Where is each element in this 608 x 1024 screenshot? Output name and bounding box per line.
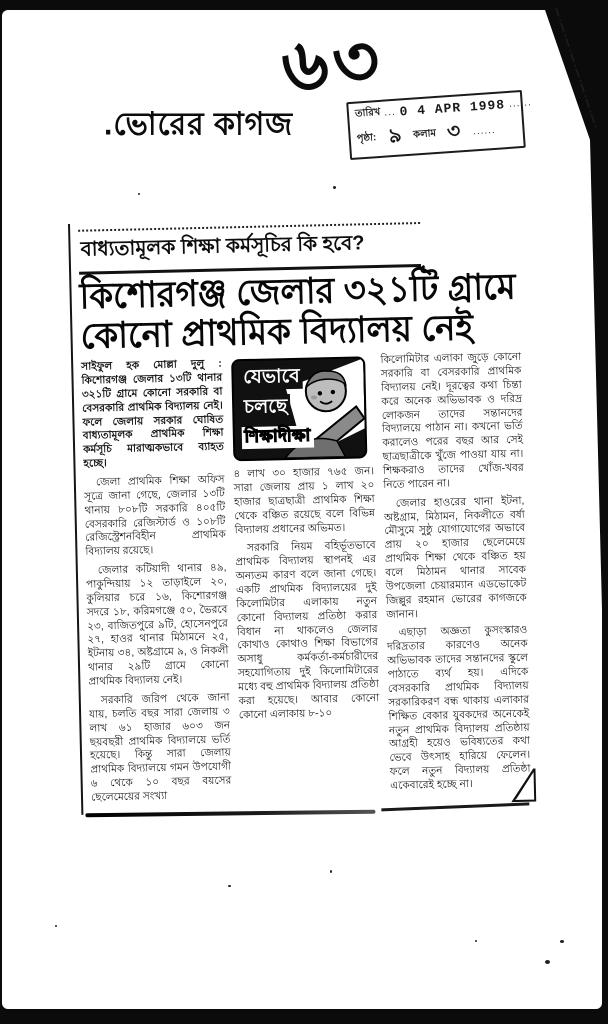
scan-speckle	[333, 186, 336, 189]
stamp-page-label: পৃষ্ঠা:	[356, 132, 377, 145]
article-paragraph: সাইফুল হক মোল্লা দুলু : কিশোরগঞ্জ জেলার ১৩টি থানার ৩২১টি গ্রামে কোনো সরকারি বা বেসরকারি প্রাথমিক বিদ্যালয় নেই। ফলে জেলায় সরকার ঘোষিত বাধ্যতামূলক প্রাথমিক শিক্ষা কর্মসূচি মারাত্মকভাবে ব্যাহত হচ্ছে।	[81, 357, 224, 470]
article-column-1	[81, 358, 232, 811]
handwritten-page-number: ৬৩	[279, 20, 386, 108]
stamp-dots: ...	[384, 106, 397, 119]
stamp-dots: ......	[472, 124, 497, 138]
scan-speckle	[138, 193, 140, 195]
student-face-icon	[305, 371, 346, 412]
kicker-box	[78, 222, 421, 275]
main-headline	[79, 267, 521, 357]
inset-graphic-box	[231, 356, 367, 461]
article-paragraph: এছাড়া অজ্ঞতা কুসংস্কারও দরিদ্রতার কারণেও অনেক অভিভাবক তাদের সন্তানদের স্কুলে পাঠাতে ব্যর্থ হয়। এদিকে বেসরকারি প্রাথমিক বিদ্যালয় সরকারিকরণ বন্ধ থাকায় এলাকার শিক্ষিত বেকার যুবকদের অনেকেই নতুন প্রাথমিক বিদ্যালয় প্রতিষ্ঠায় আগ্রহী হয়েও ভবিষ্যতের কথা ভেবে উৎসাহ হারিয়ে ফেলেন। ফলে নতুন বিদ্যালয় প্রতিষ্ঠা একেবারেই হচ্ছে না।	[386, 624, 531, 792]
stamp-date-value: 0 4 APR 1998	[399, 97, 506, 120]
article-body	[81, 351, 531, 811]
scan-speckle	[228, 885, 231, 887]
article-paragraph: ৪ লাখ ৩০ হাজার ৭৬৫ জন। সারা জেলায় প্রায় ১ লাখ ২০ হাজার ছাত্রছাত্রী প্রাথমিক শিক্ষা থেকে বঞ্চিত রয়েছে বলে বিভিন্ন বিদ্যালয় প্রধানের অভিমত।	[233, 465, 376, 536]
scan-speckle	[560, 940, 564, 943]
stamp-dots: ... ..	[508, 97, 533, 110]
inset-word-2: চলছে	[241, 394, 291, 420]
article-paragraph: কিলোমিটার এলাকা জুড়ে কোনো সরকারি বা বেসরকারি প্রাথমিক বিদ্যালয় নেই। দূরত্বের কথা চিন্তা করে অনেক অভিভাবক ও দরিদ্র লোকজন তাদের সন্তানদের বিদ্যালয়ে পাঠান না। কখনো ভর্তি করালেও পরের বছর আর সেই ছাত্রছাত্রীকে খুঁজে পাওয়া যায় না। শিক্ষকরাও তাদের খোঁজ-খবর নিতে পারেন না।	[380, 350, 524, 491]
kicker-headline: বাধ্যতামূলক শিক্ষা কর্মসূচির কি হবে?	[80, 232, 365, 261]
article-column-3	[380, 351, 531, 804]
stamp-date-label: তারিখ	[354, 106, 381, 120]
inset-word-1: যেভাবে	[240, 364, 303, 390]
scan-speckle	[55, 925, 57, 927]
scan-speckle	[545, 960, 550, 964]
newspaper-masthead: .ভোরের কাগজ	[104, 107, 294, 142]
stamp-column-value-handwritten: ৩	[445, 119, 463, 144]
headline-line-1: কিশোরগঞ্জ জেলার ৩২১টি গ্রামে	[79, 266, 517, 317]
article-column-2	[231, 354, 382, 807]
article-paragraph: জেলা প্রাথমিক শিক্ষা অফিস সূত্রে জানা গেছে, জেলার ১৩টি থানায় ৮০৮টি সরকারি ৪০৫টি বেসরকারি রেজিস্টার্ড ও ১০৮টি রেজিস্ট্রেশনবিহীন প্রাথমিক বিদ্যালয় রয়েছে।	[84, 473, 226, 559]
scan-speckle	[475, 940, 477, 942]
inset-word-3: শিক্ষাদীক্ষা	[241, 426, 314, 449]
date-stamp-box	[346, 90, 533, 160]
scan-speckle	[330, 870, 332, 873]
article-paragraph: সরকারি নিয়ম বহির্ভূতভাবে প্রাথমিক বিদ্যালয় স্থাপনই এর অন্যতম কারণ বলে জানা গেছে। একটি প্রাথমিক বিদ্যালয়ের দুই কিলোমিটার এলাকায় নতুন কোনো বিদ্যালয় প্রতিষ্ঠা করার বিধান না থাকলেও জেলার কোথাও কোথাও শিক্ষা বিভাগের অসাধু কর্মকর্তা-কর্মচারীদের সহযোগিতায় দুই কিলোমিটারের মধ্যে বহু প্রাথমিক বিদ্যালয় প্রতিষ্ঠা করা হয়েছে। আবার কোনো কোনো এলাকায় ৮-১০	[235, 539, 380, 722]
article-paragraph: জেলার হাওরের থানা ইটনা, অষ্টগ্রাম, মিঠামন, নিকলীতে বর্ষা মৌসুমে সুষ্ঠু যোগাযোগের অভাবে প্রায় ২০ হাজার ছেলেমেয়ে প্রাথমিক শিক্ষা থেকে বঞ্চিত হয় বলে মিঠামন থানার সাবেক উপজেলা চেয়ারম্যান এডভোকেট জিল্লুর রহমান ভোরের কাগজকে জানান।	[383, 494, 527, 621]
article-paragraph: জেলার কটিয়াদী থানার ৪৯, পাকুন্দিয়ায় ১২ তাড়াইলে ২০, কুলিয়ার চরে ১৬, কিশোরগঞ্জ সদরে ১৮, করিমগঞ্জে ৫০, ভৈরবে ২৩, বাজিতপুরে ৯টি, হোসেনপুরে ২৭, হাওর থানার মিঠামনে ২৫, ইটনায় ৩৪, অষ্টগ্রামে ৯, ও নিকলী থানার ২৯টি গ্রামে কোনো প্রাথমিক বিদ্যালয় নেই।	[86, 561, 229, 688]
newspaper-clipping	[68, 214, 535, 815]
clipping-fold-corner	[510, 768, 537, 803]
article-paragraph: সরকারি জরিপ থেকে জানা যায়, চলতি বছর সারা জেলায় ৩ লাখ ৬১ হাজার ৬০৩ জন ছয়বছরী প্রাথমিক বিদ্যালয়ে ভর্তি হয়েছে। কিন্তু সারা জেলায় প্রাথমিক বিদ্যালয়ে গমন উপযোগী ৬ থেকে ১০ বছর বয়সের ছেলেমেয়ের সংখ্যা	[88, 691, 232, 804]
headline-line-2: কোনো প্রাথমিক বিদ্যালয় নেই	[80, 307, 474, 357]
stamp-column-label: কলাম	[412, 128, 437, 141]
stamp-page-value-handwritten: ৯	[385, 123, 404, 149]
